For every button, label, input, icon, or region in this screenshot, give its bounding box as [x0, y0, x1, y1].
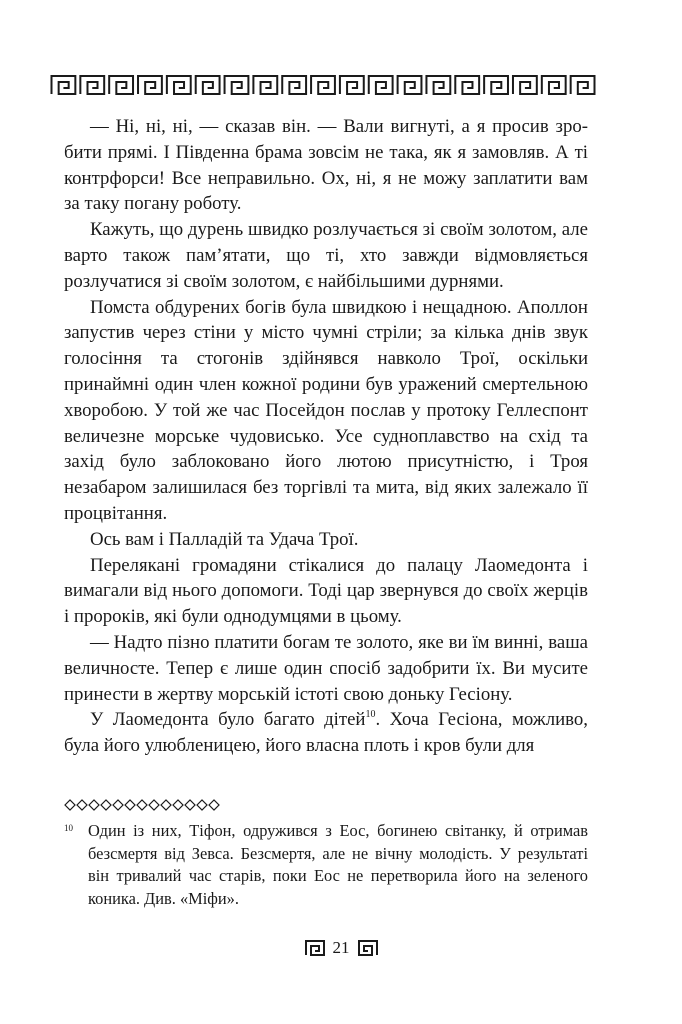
paragraph-1: — Ні, ні, ні, — сказав він. — Вали вигнуті, а я просив зробити прямі. І Південна брама зовсім не така, як я замовляв. А ті контрфорси! Все неправильно. Ох, ні, я не можу заплатити вам за таку погану роботу. [64, 116, 588, 215]
meander-unit [311, 76, 335, 94]
meander-left-icon [305, 940, 325, 956]
diamond-unit [113, 800, 123, 810]
footnote-reference[interactable]: 10 [365, 709, 376, 721]
footnote-text: Один із них, Тіфон, одружився з Еос, богинею світанку, й отримав безсмертя від Зевса. Безсмертя, але не вічну молодість. У результаті він тривалий час старів, поки Еос не перетворила його на зеленого коника. Див. «Міфи». [88, 821, 588, 908]
diamond-unit [185, 800, 195, 810]
diamond-unit [173, 800, 183, 810]
diamond-unit [65, 800, 75, 810]
main-text [64, 114, 588, 759]
meander-unit [484, 76, 508, 94]
diamond-unit [77, 800, 87, 810]
meander-unit [542, 76, 566, 94]
diamond-unit [209, 800, 219, 810]
meander-unit [282, 76, 306, 94]
meander-unit [52, 76, 76, 94]
meander-unit [398, 76, 422, 94]
diamond-unit [101, 800, 111, 810]
paragraph-7 [64, 707, 588, 759]
page-footer [0, 936, 682, 960]
diamond-unit [197, 800, 207, 810]
diamond-unit [161, 800, 171, 810]
meander-unit [196, 76, 220, 94]
diamond-unit [137, 800, 147, 810]
footnote [64, 820, 588, 910]
paragraph-7-start: У Лаомедонта було багато дітей [90, 709, 366, 731]
paragraph-4: Ось вам і Палладій та Удача Трої. [90, 528, 359, 550]
meander-right-icon [358, 940, 378, 956]
paragraph-7-end: . Хоча Гесіона, можливо, була його улюбленицею, його власна плоть і кров були для [64, 709, 589, 757]
footnote-number: 10 [64, 823, 73, 833]
greek-meander-border-icon [50, 74, 598, 96]
paragraph-6: — Надто пізно платити богам те золото, яке ви їм винні, ваша величносте. Тепер є лише один спосіб задобрити їх. Ви мусите принести в жертву морській істоті свою доньку Гесіону. [64, 631, 588, 705]
meander-unit [455, 76, 479, 94]
diamond-unit [149, 800, 159, 810]
page-number: 21 [332, 938, 350, 957]
meander-unit [167, 76, 191, 94]
meander-unit [340, 76, 364, 94]
paragraph-5: Перелякані громадяни стікалися до палацу Лаомедонта і вимагали від нього допомоги. Тоді цар звернувся до своїх жерців і пророків, які були однодумцями в цьому. [64, 554, 588, 628]
meander-unit [253, 76, 277, 94]
meander-unit [571, 76, 595, 94]
meander-unit [225, 76, 249, 94]
meander-unit [369, 76, 393, 94]
meander-unit [109, 76, 133, 94]
meander-unit [138, 76, 162, 94]
diamond-chain-divider-icon [64, 798, 224, 812]
diamond-unit [89, 800, 99, 810]
meander-unit [80, 76, 104, 94]
paragraph-3: Помста обдурених богів була швидкою і нещадною. Аполлон запустив через стіни у місто чумні стріли; за кілька днів звук голосіння та стогонів здійнявся навколо Трої, оскільки принаймні один член кожної родини був уражений смертельною хворобою. У той же час Посейдон послав у протоку Геллеспонт величезне морське чудовисько. Усе судноплавство на схід та захід було заблоковано його лютою присутністю, і Троя незабаром залишилася без торгівлі та мита, від яких залежало її процвітання. [64, 296, 588, 524]
diamond-unit [125, 800, 135, 810]
meander-unit [513, 76, 537, 94]
meander-unit [426, 76, 450, 94]
paragraph-2: Кажуть, що дурень швидко розлучається зі своїм золотом, але варто також пам’ятати, що ті, хто завжди відмовляється розлучатися зі своїм золотом, є найбільшими дурнями. [64, 219, 588, 292]
